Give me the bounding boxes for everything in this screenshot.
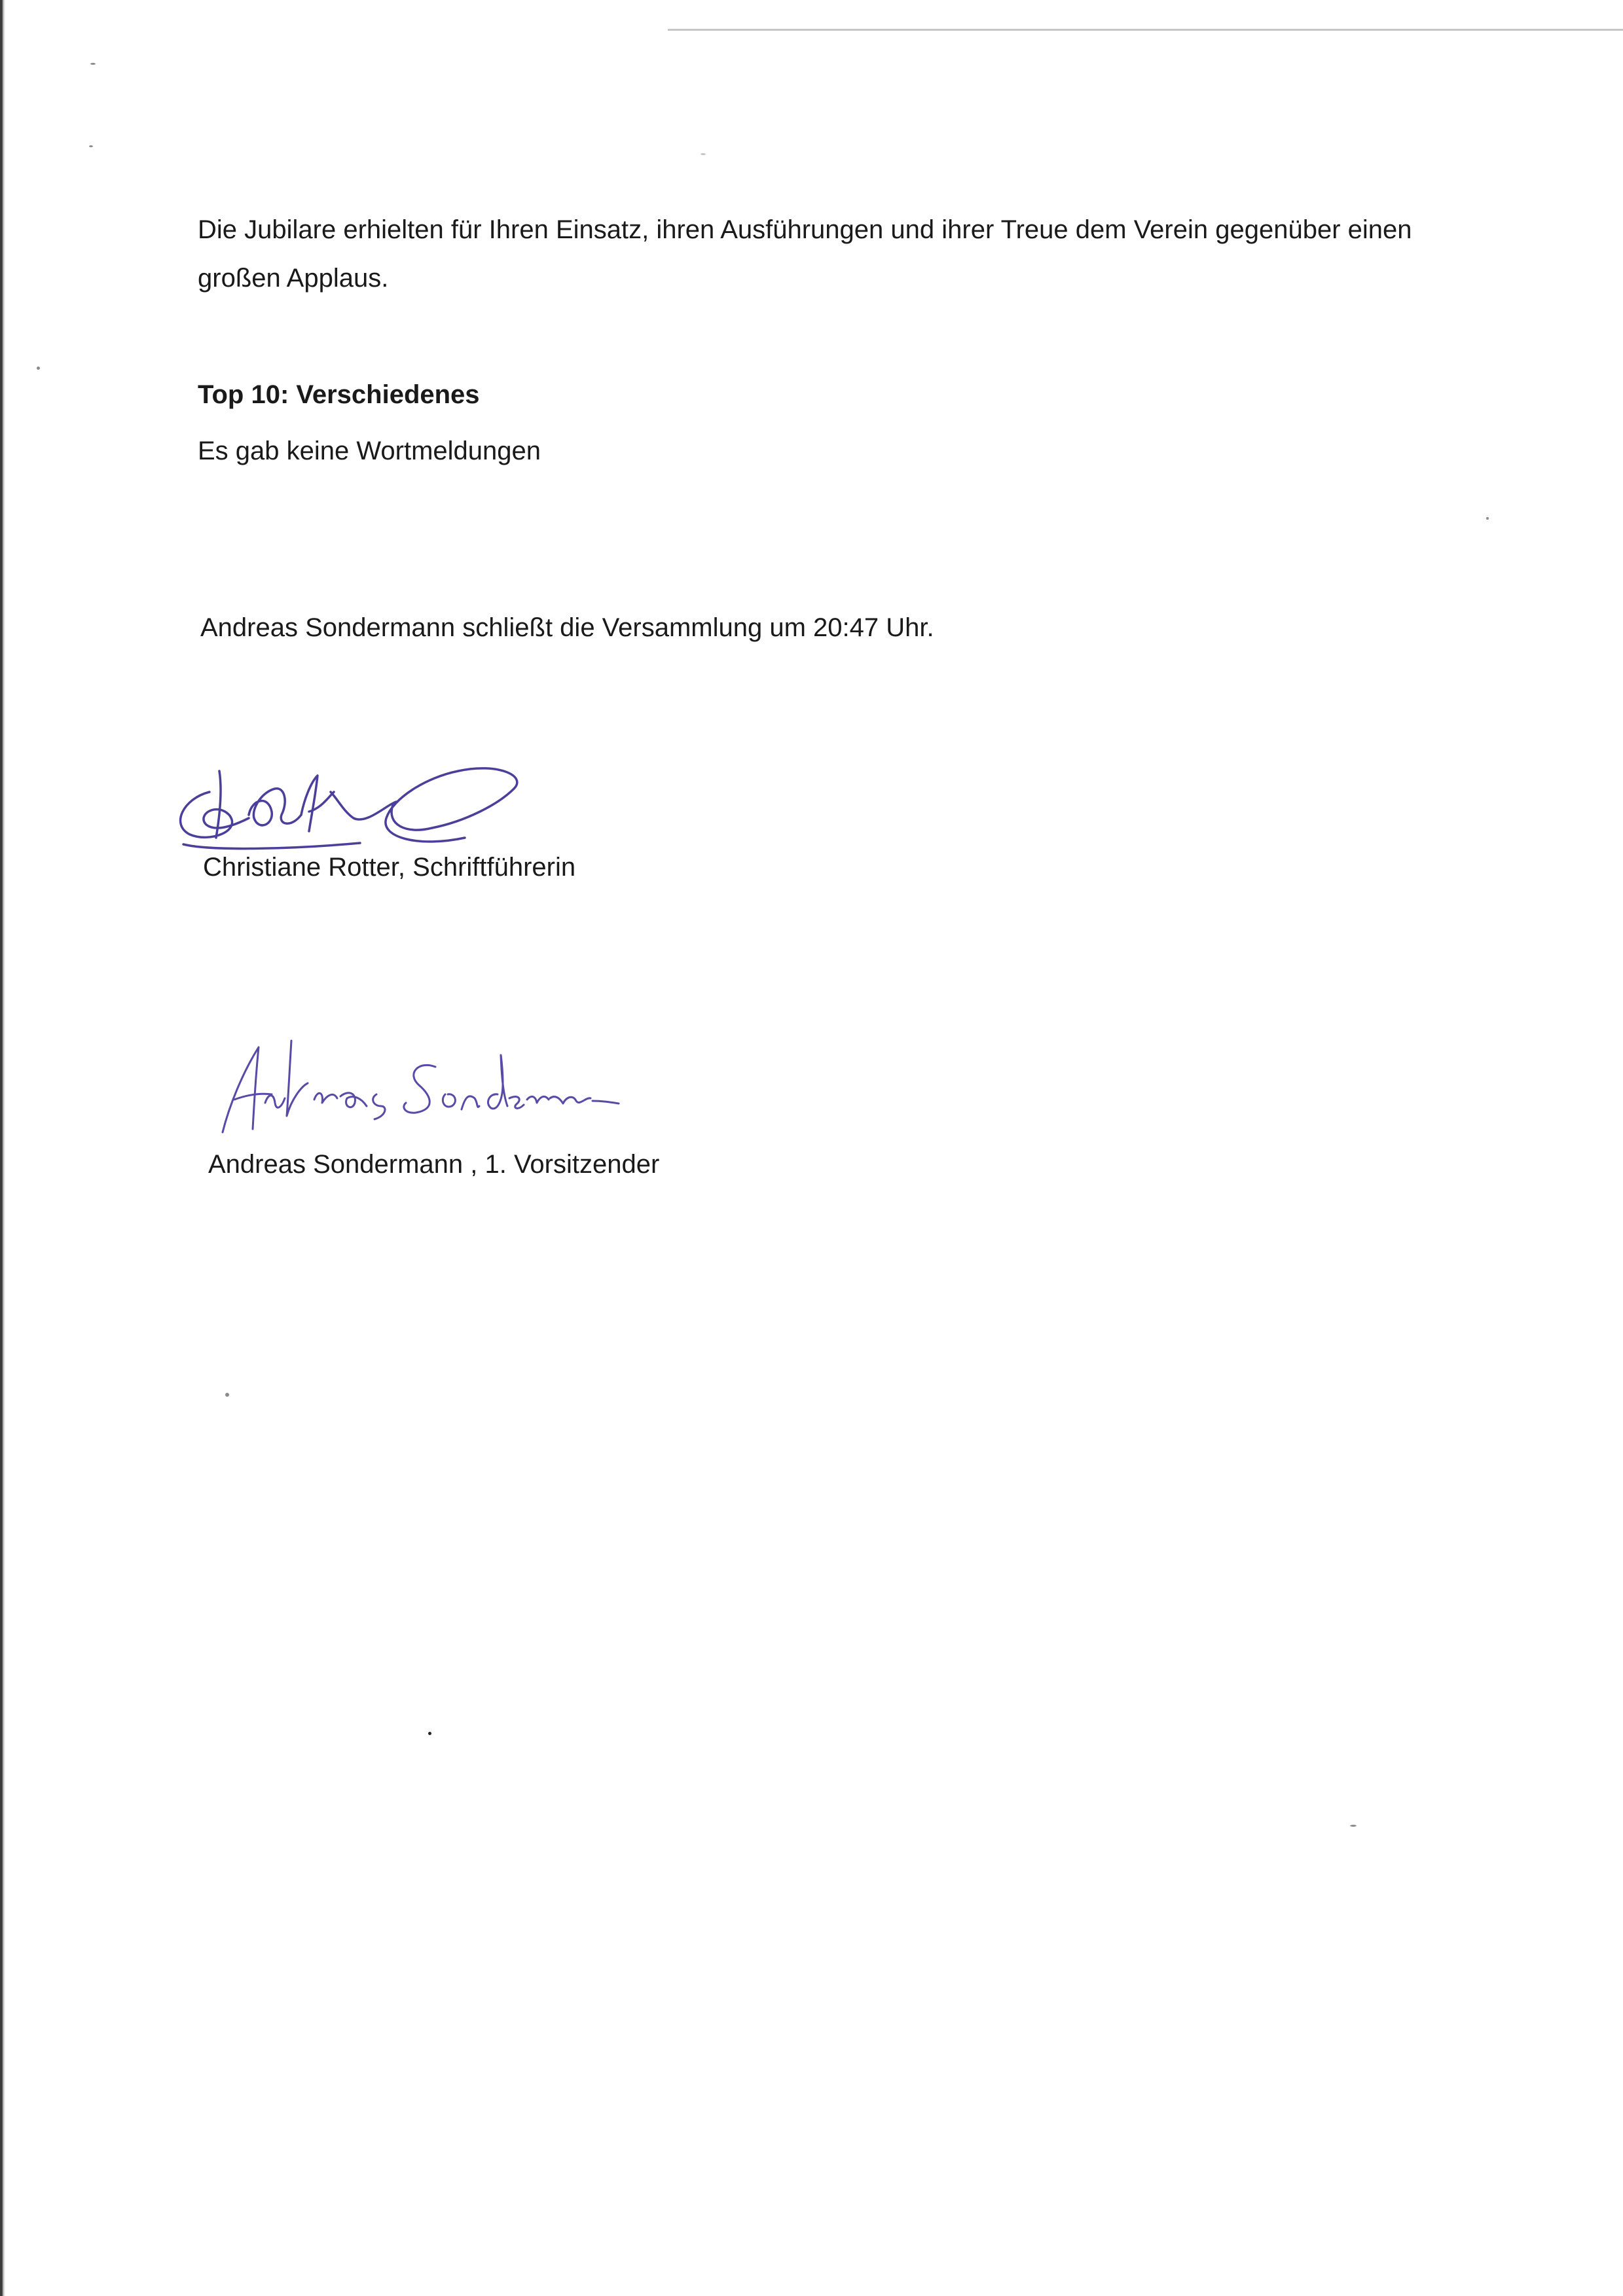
scan-speck [37,367,40,370]
scan-speck [701,153,706,155]
section-heading: Top 10: Verschiedenes [198,380,480,409]
scan-speck [428,1732,431,1735]
scan-speck [1486,517,1489,520]
signature-label-rotter: Christiane Rotter, Schriftführerin [203,853,576,882]
signature-label-sondermann: Andreas Sondermann , 1. Vorsitzender [208,1150,660,1179]
signature-rotter [170,753,537,857]
jubilare-paragraph: Die Jubilare erhielten für Ihren Einsatz, ihren Ausführungen und ihrer Treue dem Verein gegenüber einen großen Applaus. [198,215,1412,293]
section-text: Es gab keine Wortmeldungen [198,437,541,465]
scan-speck [1350,1825,1357,1827]
scan-speck [89,145,93,147]
scan-speck [90,63,96,65]
scan-speck [225,1393,229,1397]
scan-edge-shadow [0,0,5,2296]
closing-statement: Andreas Sondermann schließt die Versammlung um 20:47 Uhr. [200,613,934,642]
signature-sondermann [210,1021,629,1139]
scan-top-line [668,29,1623,31]
